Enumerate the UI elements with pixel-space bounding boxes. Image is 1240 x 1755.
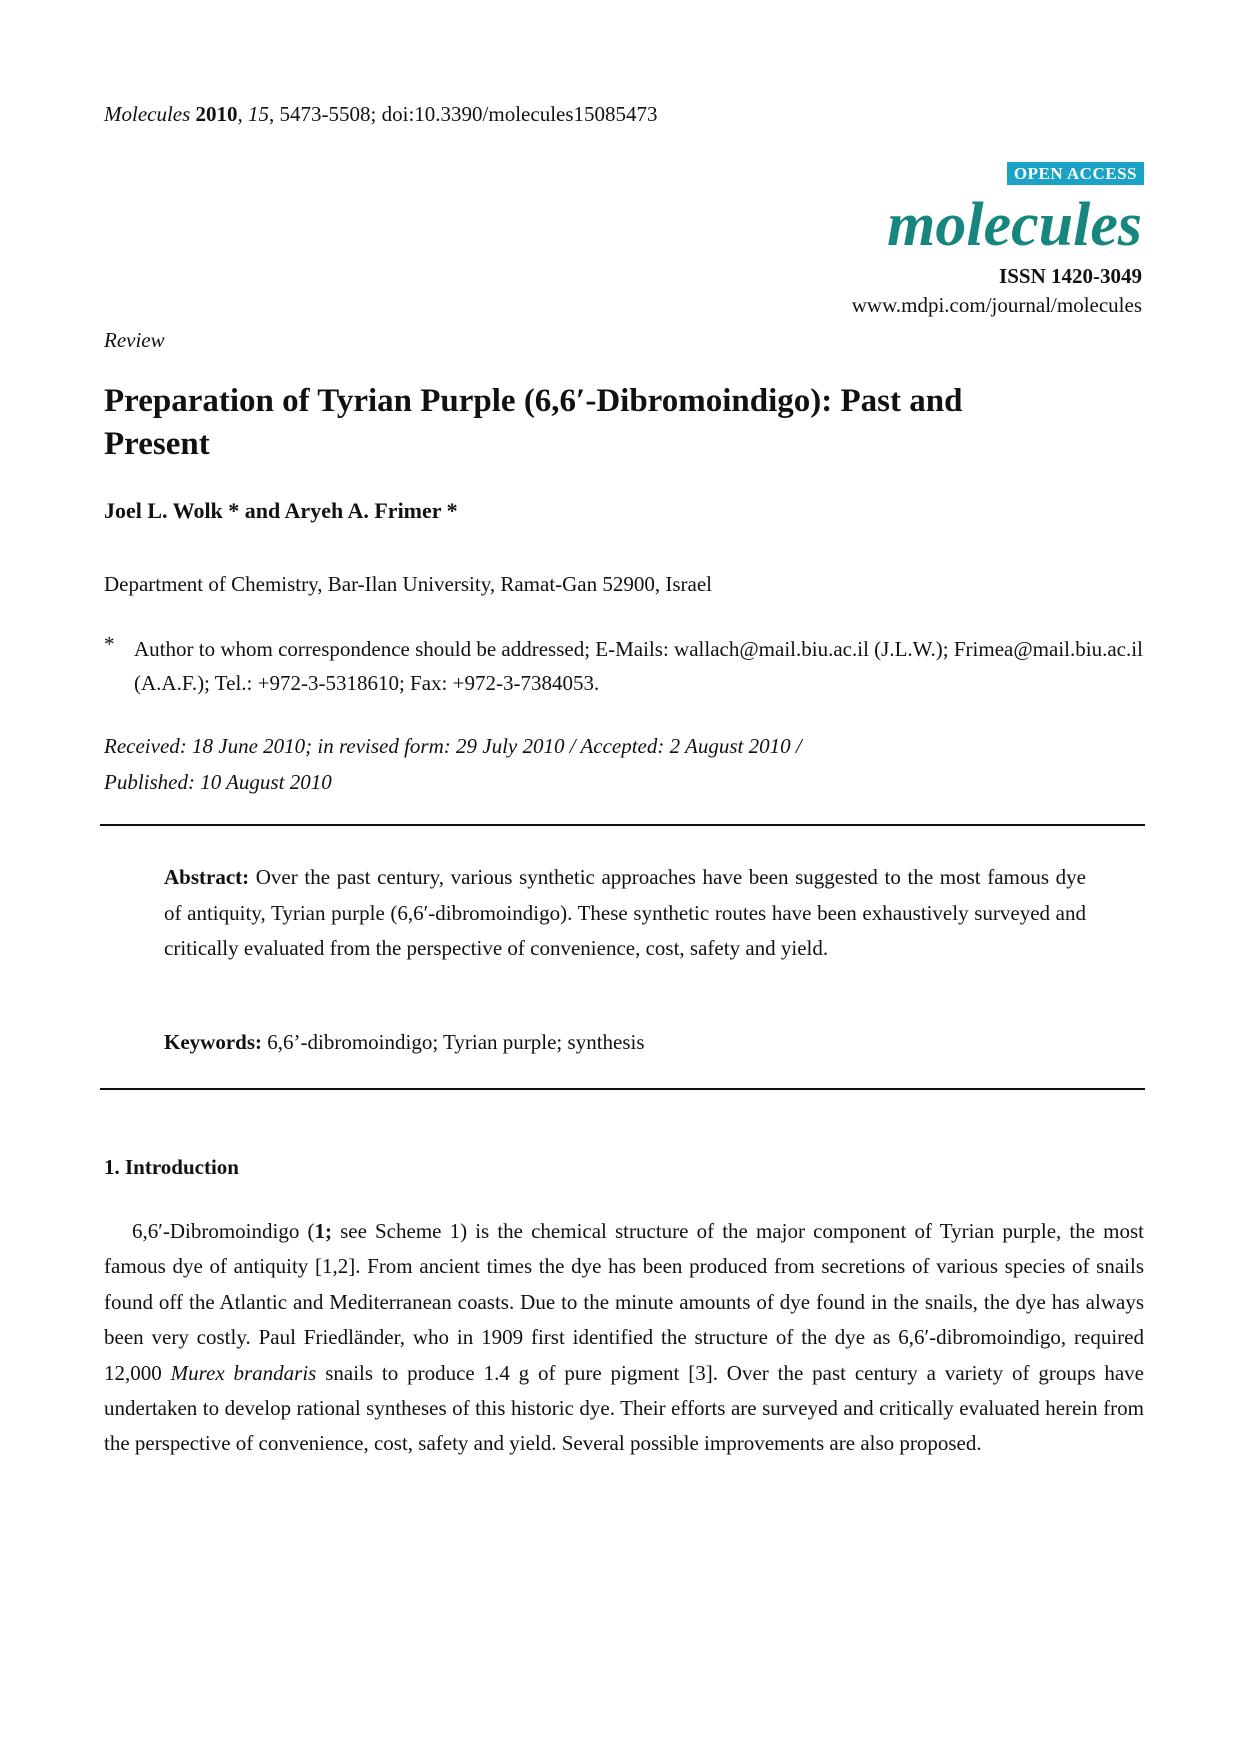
- intro-text-2: see Scheme 1) is the chemical structure of the major component of Tyrian purple, the most famous dye of antiquity [1,2]. From ancient times the dye has been produced from secretions of various species of snails found off the Atlantic and Mediterranean coasts. Due to the minute amounts of dye found in the snails, the dye has always been very costly. Paul Friedländer, who in 1909 first identified the structure of the dye as 6,6′-dibromoindigo, required 12,000: [104, 1219, 1144, 1385]
- section-heading-introduction: 1. Introduction: [104, 1155, 239, 1179]
- correspondence-mark: *: [104, 632, 115, 656]
- abstract-text: Over the past century, various synthetic approaches have been suggested to the most famous dye of antiquity, Tyrian purple (6,6′-dibromoindigo). These synthetic routes have been exhaustively surveyed and critically evaluated from the perspective of convenience, cost, safety and yield.: [164, 865, 1086, 960]
- journal-logo: molecules: [887, 191, 1142, 259]
- dates-line-1: Received: 18 June 2010; in revised form: 29 July 2010 / Accepted: 2 August 2010 /: [104, 734, 802, 758]
- abstract-bottom-rule: [100, 1088, 1145, 1090]
- keywords-text: 6,6’-dibromoindigo; Tyrian purple; synthesis: [262, 1030, 645, 1054]
- keywords: [164, 1030, 645, 1055]
- authors: Joel L. Wolk * and Aryeh A. Frimer *: [104, 498, 458, 523]
- open-access-badge: OPEN ACCESS: [1007, 162, 1144, 185]
- issn: ISSN 1420-3049: [999, 264, 1142, 288]
- abstract: [164, 860, 1086, 967]
- correspondence-note: Author to whom correspondence should be addressed; E-Mails: wallach@mail.biu.ac.il (J.L.W.); Frimea@mail.biu.ac.il (A.A.F.); Tel.: +972-3-5318610; Fax: +972-3-7384053.: [134, 637, 1143, 695]
- dates-line-2: Published: 10 August 2010: [104, 770, 332, 794]
- intro-text-1: 6,6′-Dibromoindigo (: [132, 1219, 315, 1243]
- abstract-label: Abstract:: [164, 865, 250, 889]
- article-title: Preparation of Tyrian Purple (6,6′-Dibromoindigo): Past and Present: [104, 383, 963, 462]
- article-type: Review: [104, 328, 165, 352]
- publication-dates: [104, 728, 1114, 800]
- citation-volume: 15: [248, 102, 270, 126]
- citation-journal: Molecules: [104, 102, 191, 126]
- affiliation: Department of Chemistry, Bar-Ilan University, Ramat-Gan 52900, Israel: [104, 572, 713, 596]
- intro-text-3: snails to produce 1.4 g of pure pigment [3]. Over the past century a variety of groups have undertaken to develop rational syntheses of this historic dye. Their efforts are surveyed and critically evaluated herein from the perspective of convenience, cost, safety and yield. Several possible improvements are also proposed.: [104, 1360, 1144, 1456]
- introduction-paragraph: [104, 1214, 1144, 1462]
- compound-number: 1;: [314, 1219, 332, 1243]
- citation-pages-doi: , 5473-5508; doi:10.3390/molecules15085473: [269, 102, 658, 126]
- abstract-top-rule: [100, 824, 1145, 826]
- citation-line: Molecules 2010, 15, 5473-5508; doi:10.3390/molecules15085473: [104, 102, 658, 126]
- journal-website-link[interactable]: www.mdpi.com/journal/molecules: [851, 293, 1142, 317]
- citation-year: 2010: [195, 102, 238, 126]
- species-name: Murex brandaris: [170, 1360, 317, 1385]
- keywords-label: Keywords:: [164, 1030, 262, 1054]
